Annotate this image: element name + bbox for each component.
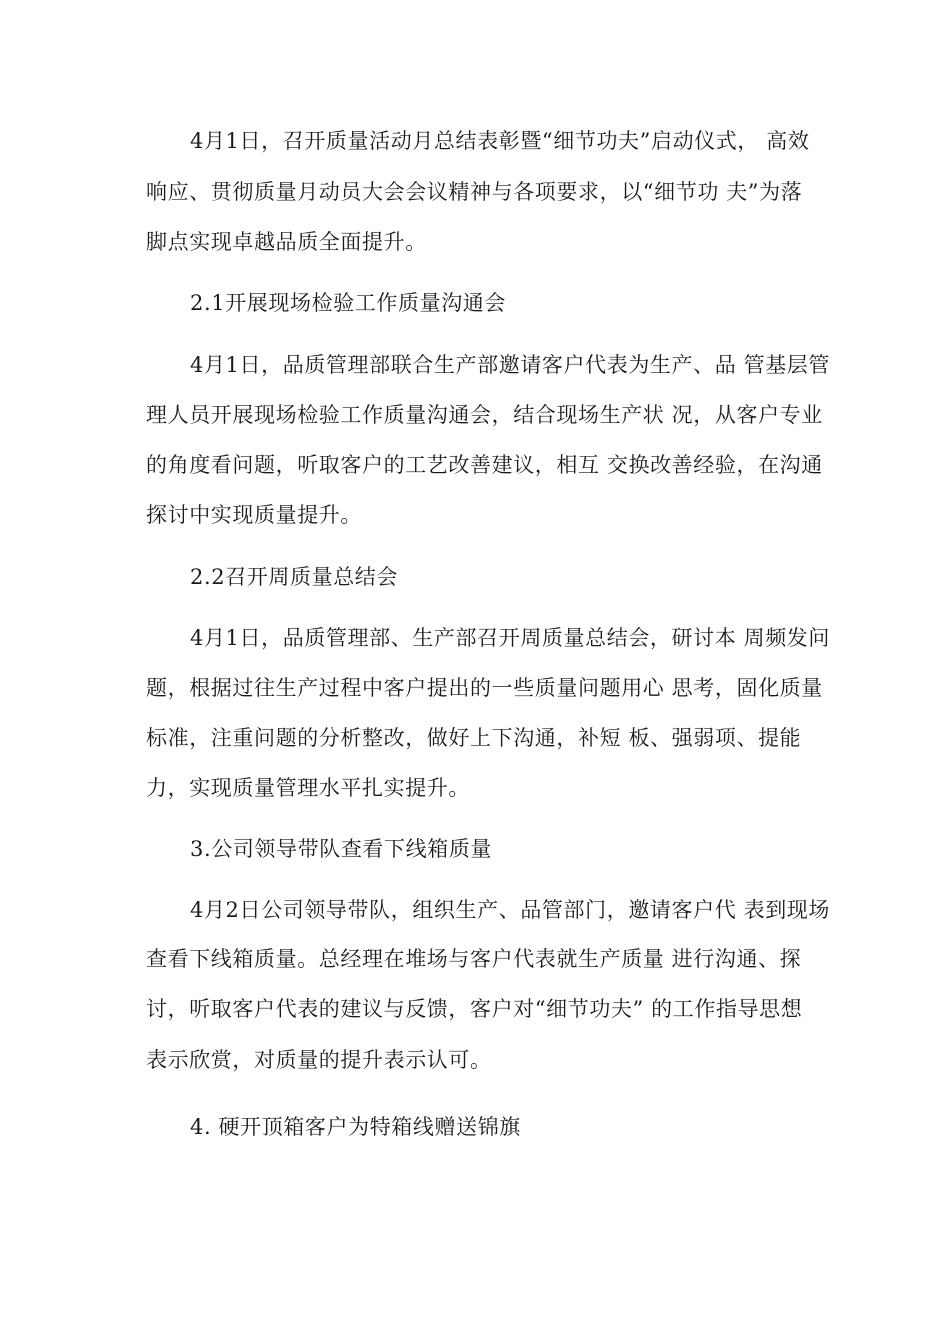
paragraph-3-line-3: 标准，注重问题的分析整改，做好上下沟通，补短 板、强弱项、提能	[146, 726, 802, 750]
paragraph-1-line-1: 4月1日，召开质量活动月总结表彰暨“细节功夫”启动仪式， 高效	[190, 129, 810, 153]
heading-4: 4. 硬开顶箱客户为特箱线赠送锦旗	[190, 1115, 521, 1139]
paragraph-1-line-2: 响应、贯彻质量月动员大会会议精神与各项要求，以“细节功 夫”为落	[146, 180, 803, 204]
paragraph-2-line-4: 探讨中实现质量提升。	[146, 503, 362, 527]
paragraph-3-line-2: 题，根据过往生产过程中客户提出的一些质量问题用心 思考，固化质量	[146, 676, 823, 700]
paragraph-3-line-1: 4月1日，品质管理部、生产部召开周质量总结会，研讨本 周频发问	[190, 626, 830, 650]
paragraph-4-line-4: 表示欣赏，对质量的提升表示认可。	[146, 1048, 492, 1072]
paragraph-2-line-3: 的角度看问题，听取客户的工艺改善建议，相互 交换改善经验，在沟通	[146, 453, 823, 477]
paragraph-4-line-3: 讨，听取客户代表的建议与反馈，客户对“细节功夫” 的工作指导思想	[146, 997, 803, 1021]
heading-2-2: 2.2召开周质量总结会	[190, 565, 398, 589]
paragraph-1-line-3: 脚点实现卓越品质全面提升。	[146, 230, 427, 254]
paragraph-3-line-4: 力，实现质量管理水平扎实提升。	[146, 776, 470, 800]
heading-3: 3.公司领导带队查看下线箱质量	[190, 837, 493, 861]
paragraph-2-line-1: 4月1日，品质管理部联合生产部邀请客户代表为生产、品 管基层管	[190, 353, 830, 377]
paragraph-2-line-2: 理人员开展现场检验工作质量沟通会，结合现场生产状 况，从客户专业	[146, 403, 823, 427]
paragraph-4-line-1: 4月2日公司领导带队，组织生产、品管部门，邀请客户代 表到现场	[190, 898, 830, 922]
heading-2-1: 2.1开展现场检验工作质量沟通会	[190, 291, 506, 315]
paragraph-4-line-2: 查看下线箱质量。总经理在堆场与客户代表就生产质量 进行沟通、探	[146, 947, 802, 971]
